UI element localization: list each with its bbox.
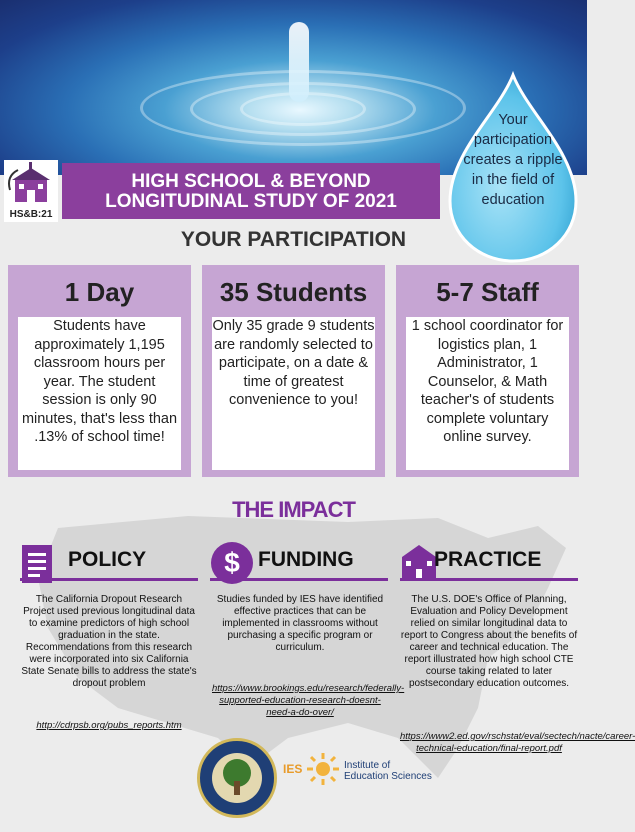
- card-heading: 35 Students: [219, 277, 368, 307]
- tree-icon: [212, 753, 262, 803]
- hsb-logo: [4, 160, 58, 222]
- school-building-icon: [400, 543, 438, 583]
- practice-text: The U.S. DOE's Office of Planning, Evaluation and Policy Development relied on similar longitudinal data to report to Congress about the benefits of career and technical education. The report illustrated how high school CTE course taking related to later postsecondary education outcomes.: [400, 594, 578, 689]
- card-body: Only 35 grade 9 students are randomly selected to participate, on a date & time of greatest convenience to you!: [212, 317, 375, 470]
- funding-text: Studies funded by IES have identified effective practices that can be implemented in classrooms without purchasing a specific program or curriculum.: [216, 594, 384, 653]
- practice-heading: PRACTICE: [434, 548, 542, 571]
- ies-full-name: [344, 760, 432, 782]
- participation-card-day: [8, 265, 191, 477]
- participation-card-students: [202, 265, 385, 477]
- water-splash: [289, 22, 309, 102]
- funding-underline: [210, 578, 388, 581]
- funding-heading: FUNDING: [258, 548, 354, 571]
- drop-callout-text: Your participation creates a ripple in the field of education: [463, 112, 563, 208]
- participation-card-staff: [396, 265, 579, 477]
- school-house-icon: [4, 160, 58, 208]
- policy-link[interactable]: http://cdrpsb.org/pubs_reports.htm: [36, 720, 182, 731]
- card-heading: 1 Day: [64, 277, 135, 307]
- card-heading: 5-7 Staff: [436, 277, 539, 307]
- svg-text:$: $: [224, 547, 240, 578]
- seal-tree-emblem: [212, 753, 262, 803]
- department-of-education-seal: [197, 738, 277, 818]
- title-banner: [62, 163, 440, 219]
- ies-name-line-1: Institute of: [344, 760, 391, 771]
- ies-name-line-2: Education Sciences: [344, 771, 432, 782]
- card-body: 1 school coordinator for logistics plan, 1 Administrator, 1 Counselor, & Math teacher's of students complete voluntary online survey.: [406, 317, 569, 470]
- the-impact-heading: THE IMPACT: [232, 497, 355, 522]
- logo-text: HS&B:21: [9, 209, 53, 220]
- practice-underline: [400, 578, 578, 581]
- ies-abbreviation: IES: [283, 762, 303, 776]
- title-line-1: HIGH SCHOOL & BEYOND: [131, 171, 371, 192]
- ies-sun-icon: [306, 752, 340, 786]
- policy-heading: POLICY: [68, 548, 147, 571]
- policy-underline: [20, 578, 198, 581]
- funding-link[interactable]: https://www.brookings.edu/research/federally-supported-education-research-doesnt-need-a-do-over/: [212, 683, 405, 718]
- your-participation-heading: YOUR PARTICIPATION: [180, 228, 407, 251]
- title-line-2: LONGITUDINAL STUDY OF 2021: [105, 191, 397, 212]
- card-body: Students have approximately 1,195 classroom hours per year. The student session is only 90 minutes, that's less than .13% of school time!: [18, 317, 181, 470]
- policy-text: The California Dropout Research Project used previous longitudinal data to examine predictors of high school graduation in the state. Recommendations from this research were incorporated into six California State Senate bills to address the state's dropout problem: [21, 594, 197, 689]
- practice-link[interactable]: https://www2.ed.gov/rschstat/eval/sectech/nacte/career-technical-education/final-report.pdf: [400, 731, 635, 754]
